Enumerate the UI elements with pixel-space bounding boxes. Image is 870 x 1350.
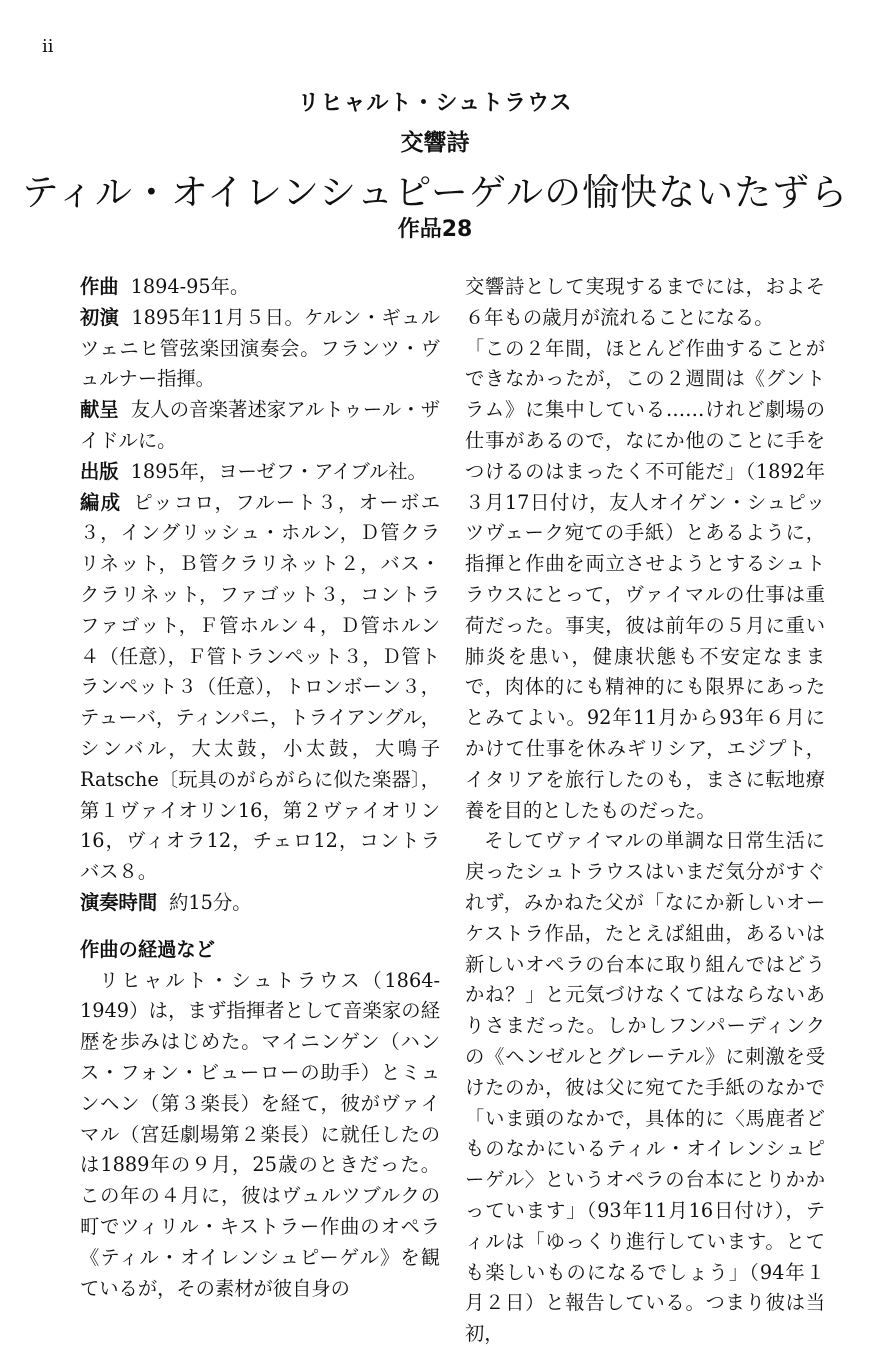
body-paragraph: そしてヴァイマルの単調な日常生活に戻ったシュトラウスはいまだ気分がすぐれず，みかねた父が「なにか新しいオーケストラ作品，たとえば組曲，あるいは新しいオペラの台本に取り組んではどうかね？」と元気づけなくてはならないありさまだった。しかしフンパーディンクの《ヘンゼルとグレーテル》に刺激を受けたのか，彼は父に宛てた手紙のなかで「いま頭のなかで，具体的に〈馬鹿者どものなかにいるティル・オイレンシュピーゲル〉というオペラの台本にとりかかっています」（93年11月16日付け），ティルは「ゆっくり進行しています。とても楽しいものになるでしょう」（94年１月２日）と報告している。つまり彼は当初， bbox=[465, 829, 825, 1346]
fact-label: 作曲 bbox=[80, 275, 119, 298]
fact-label: 献呈 bbox=[80, 398, 119, 422]
body-paragraph: リヒャルト・シュトラウス（1864-1949）は，まず指揮者として音楽家の経歴を歩みはじめた。マイニンゲン（ハンス・フォン・ビューローの助手）とミュンヘン（第３楽長）を経て，彼がヴァイマル（宮廷劇場第２楽長）に就任したのは1889年の９月，25歳のときだった。この年の４月に，彼はヴュルツブルクの町でツィリル・キストラー作曲のオペラ《ティル・オイレンシュピーゲル》を観ているが，その素材が彼自身の bbox=[80, 968, 440, 1300]
fact-text: 1895年11月５日。ケルン・ギュルツェニヒ管弦楽団演奏会。フランツ・ヴュルナー指揮。 bbox=[80, 305, 441, 391]
right-column bbox=[465, 272, 825, 1350]
fact-label: 編成 bbox=[80, 490, 122, 514]
left-column bbox=[80, 272, 440, 1304]
fact-text: ピッコロ，フルート３，オーボエ３，イングリッシュ・ホルン，Ｄ管クラリネット，Ｂ管クラリネット２，バス・クラリネット，ファゴット３，コントラファゴット，Ｆ管ホルン４，Ｄ管ホルン４（任意），Ｆ管トランペット３，Ｄ管トランペット３（任意），トロンボーン３，テューバ，ティンパニ，トライアングル，シンバル，大太鼓，小太鼓，大鳴子 Ratsche〔玩具のがらがらに似た楽器〕，第１ヴァイオリン16，第２ヴァイオリン16，ヴィオラ12，チェロ12，コントラバス８。 bbox=[80, 490, 441, 884]
fact-label: 初演 bbox=[80, 305, 120, 329]
fact-label: 演奏時間 bbox=[80, 890, 158, 914]
work-title: ティル・オイレンシュピーゲルの愉快ないたずら bbox=[21, 171, 849, 214]
fact-text: 1894-95年。 bbox=[130, 275, 250, 298]
opus-number: 作品28 bbox=[397, 217, 473, 242]
fact-dedication bbox=[80, 395, 440, 457]
page-number: ii bbox=[42, 36, 54, 57]
fact-premiere bbox=[80, 303, 440, 395]
fact-text: 1895年，ヨーゼフ・アイブル社。 bbox=[130, 459, 427, 483]
body-paragraph: 「この２年間，ほとんど作曲することができなかったが，この２週間は《グントラム》に集中している……けれど劇場の仕事があるので，なにか他のことに手をつけるのはまったく不可能だ」（1892年３月17日付け，友人オイゲン・シュピッツヴェーク宛ての手紙）とあるように，指揮と作曲を両立させようとするシュトラウスにとって，ヴァイマルの仕事は重荷だった。事実，彼は前年の５月に重い肺炎を患い，健康状態も不安定なままで，肉体的にも精神的にも限界にあったとみてよい。92年11月から93年６月にかけて仕事を休みギリシア，エジプト，イタリアを旅行したのも，まさに転地療養を目的としたものだった。 bbox=[465, 336, 825, 822]
fact-label: 出版 bbox=[80, 459, 119, 483]
fact-text: 友人の音楽著述家アルトゥール・ザイドルに。 bbox=[80, 398, 441, 452]
fact-publication bbox=[80, 457, 440, 488]
section-heading: 作曲の経過など bbox=[80, 937, 215, 961]
composer-name: リヒャルト・シュトラウス bbox=[297, 91, 573, 116]
fact-duration bbox=[80, 888, 440, 919]
fact-composition bbox=[80, 272, 440, 303]
fact-text: 約15分。 bbox=[169, 890, 252, 914]
work-genre: 交響詩 bbox=[400, 130, 470, 156]
fact-instrumentation bbox=[80, 488, 440, 888]
body-paragraph: 交響詩として実現するまでには，およそ６年もの歳月が流れることになる。 bbox=[465, 275, 825, 329]
